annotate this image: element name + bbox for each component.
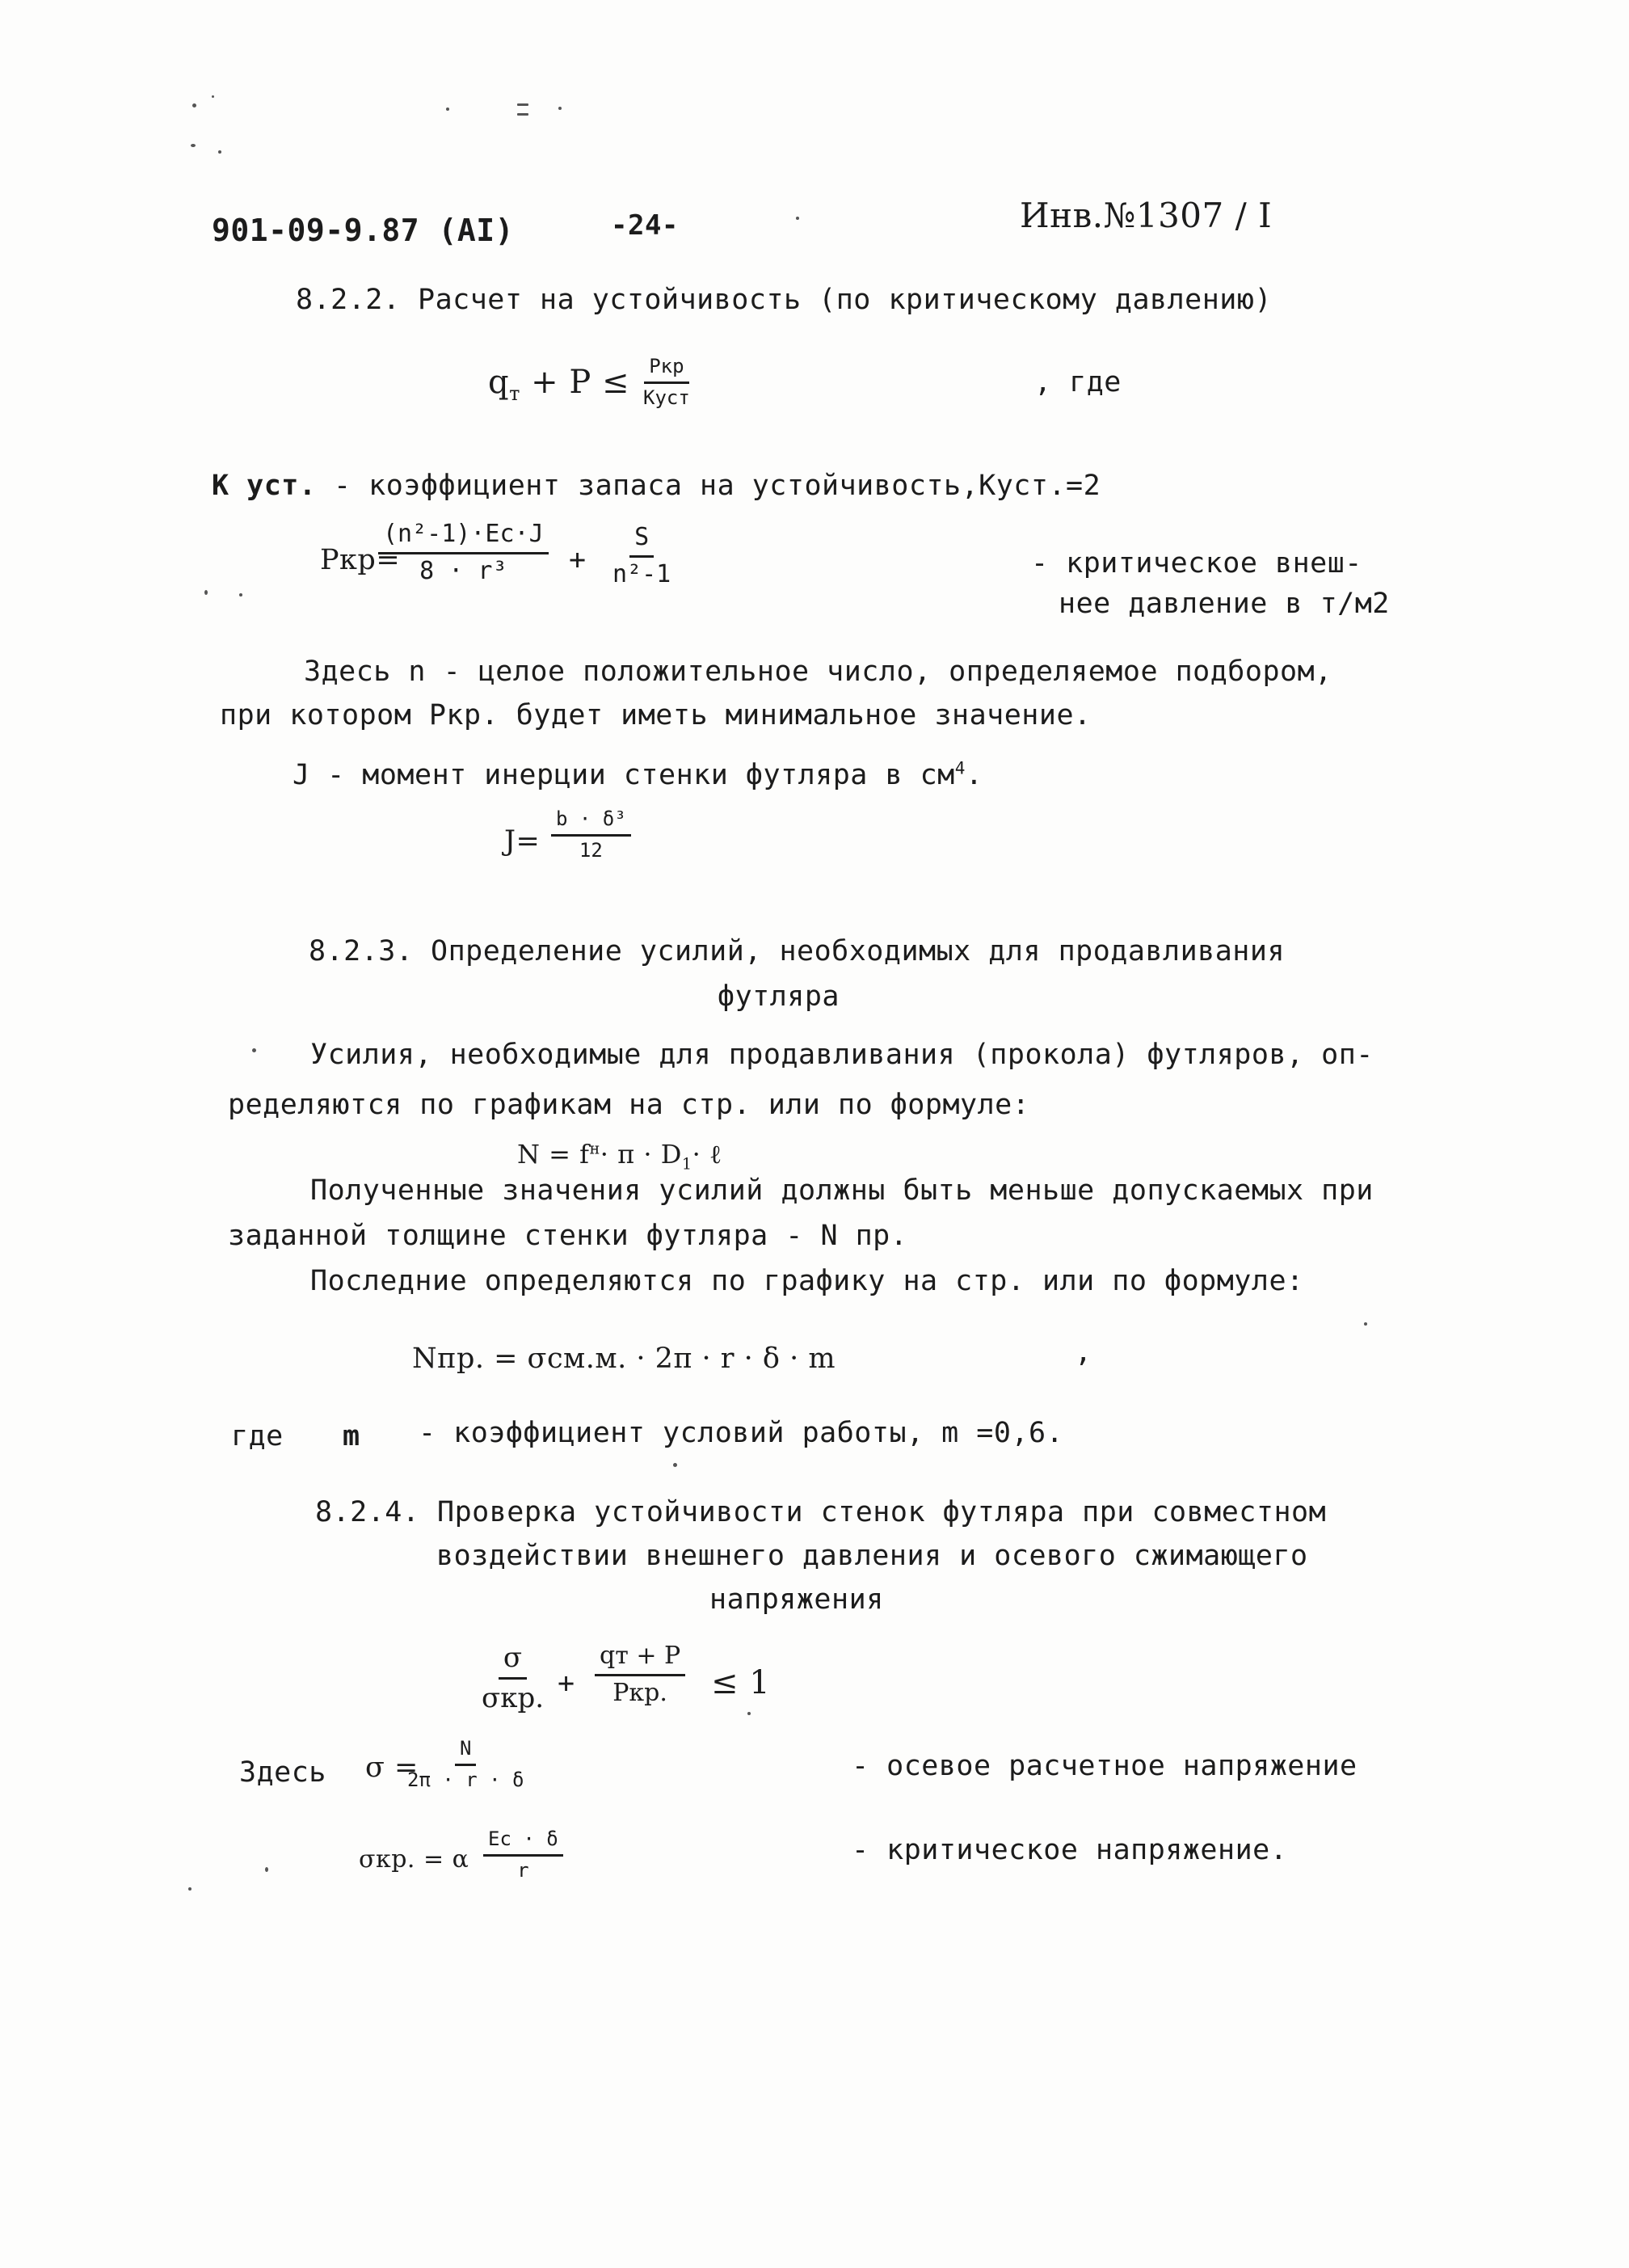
fraction-denominator: Куст (643, 386, 690, 409)
paragraph-1-line-1: Усилия, необходимые для продавливания (прокола) футляров, оп- (310, 1039, 1374, 1071)
kust-text: - коэффициент запаса на устойчивость,Куст.=2 (316, 470, 1101, 502)
stability-condition (488, 364, 629, 405)
section-8-2-3-heading-line-2: футляра (718, 980, 840, 1013)
j-end: . (965, 759, 983, 791)
scan-speck (747, 1712, 751, 1715)
n-definition-line-2: при котором Ркр. будет иметь минимальное значение. (220, 699, 1092, 731)
fraction-numerator: N (455, 1738, 476, 1766)
section-8-2-3-heading-line-1: 8.2.3. Определение усилий, необходимых для продавливания (309, 935, 1286, 967)
formula-sup: н (589, 1139, 600, 1158)
sigma-critical-description: - критическое напряжение. (852, 1834, 1288, 1866)
load-q: q (488, 364, 510, 401)
sigma-lhs: σ = (365, 1752, 419, 1784)
j-fraction (551, 808, 631, 862)
kust-definition (212, 472, 1101, 500)
fraction-denominator: 2π · r · δ (407, 1768, 524, 1791)
fraction-numerator: S (629, 524, 654, 558)
j-text: J - момент инерции стенки футляра в см (293, 759, 955, 791)
fraction-numerator: qт + P (595, 1642, 685, 1676)
load-q-sub: т (509, 382, 520, 405)
m-definition: - коэффициент условий работы, m =0,6. (419, 1417, 1064, 1449)
formula-lhs: N = f (517, 1139, 590, 1170)
scan-speck (796, 217, 799, 220)
fraction-denominator: 12 (579, 838, 603, 862)
scan-speck (188, 1887, 192, 1891)
force-formula (517, 1139, 722, 1174)
allowable-force-formula: Nпр. = σсм.м. · 2π · r · δ · m (412, 1343, 836, 1375)
scan-speck (558, 107, 562, 110)
pkr-fraction-2 (608, 524, 676, 588)
combined-rhs: ≤ 1 (711, 1664, 771, 1701)
scan-speck (517, 113, 528, 116)
scan-speck (212, 95, 214, 98)
sigma-fraction (402, 1738, 529, 1791)
pkr-lhs: Ркр= (320, 544, 401, 576)
scan-speck (239, 593, 242, 597)
fraction-denominator: 8 · r³ (419, 556, 507, 585)
fraction-numerator: Pкр (644, 356, 688, 384)
n-definition-line-1: Здесь n - целое положительное число, определяемое подбором, (304, 656, 1332, 688)
sigma-critical-lhs: σкр. = α (359, 1845, 469, 1874)
combined-fraction-1 (477, 1642, 549, 1714)
paragraph-2-line-3: Последние определяются по графику на стр. или по формуле: (310, 1265, 1304, 1297)
condition-where: , где (1034, 366, 1122, 398)
pkr-description-line-1: - критическое внеш- (1031, 547, 1362, 580)
document-code: 901-09-9.87 (АI) (212, 213, 515, 248)
pkr-plus: + (569, 544, 587, 576)
formula-sub: 1 (681, 1154, 692, 1174)
pkr-over-kust (638, 356, 695, 409)
m-where: где (231, 1420, 284, 1452)
fraction-numerator: Eс · δ (483, 1828, 563, 1857)
j-lhs: J= (504, 825, 541, 858)
kust-term: К уст. (212, 470, 317, 502)
m-symbol: m (343, 1420, 360, 1452)
inventory-number: Инв.№1307 / I (1020, 196, 1273, 235)
sigma-where: Здесь (239, 1756, 326, 1789)
scan-speck (1364, 1322, 1367, 1326)
fraction-denominator: σкр. (482, 1682, 545, 1715)
page-number: -24- (611, 209, 679, 242)
combined-fraction-2 (595, 1642, 685, 1707)
section-8-2-4-heading-line-1: 8.2.4. Проверка устойчивости стенок футляра при совместном (315, 1496, 1327, 1528)
fraction-denominator: r (517, 1858, 529, 1882)
j-definition (293, 758, 983, 791)
paragraph-1-line-2: ределяются по графикам на стр. или по формуле: (228, 1089, 1030, 1121)
formula-comma: , (1075, 1336, 1092, 1368)
pkr-fraction-1 (378, 521, 549, 585)
sigma-description: - осевое расчетное напряжение (852, 1750, 1358, 1782)
fraction-denominator: Pкр. (612, 1678, 667, 1707)
scan-speck (517, 103, 528, 106)
scan-speck (252, 1048, 256, 1052)
formula-end: · ℓ (692, 1139, 722, 1170)
scan-speck (673, 1463, 677, 1467)
fraction-numerator: σ (499, 1642, 527, 1680)
scan-speck (446, 107, 449, 111)
combined-plus: + (558, 1667, 575, 1700)
scan-speck (191, 144, 196, 147)
pkr-description-line-2: нее давление в т/м2 (1059, 588, 1390, 620)
formula-mid: · π · D (600, 1139, 682, 1170)
section-8-2-2-heading: 8.2.2. Расчет на устойчивость (по критическому давлению) (296, 284, 1273, 316)
fraction-denominator: n²-1 (612, 559, 671, 588)
j-exponent: 4 (954, 758, 966, 778)
section-8-2-4-heading-line-3: напряжения (709, 1583, 884, 1616)
scan-speck (218, 150, 221, 154)
condition-mid: + P ≤ (531, 364, 629, 401)
paragraph-2-line-2: заданной толщине стенки футляра - N пр. (228, 1220, 908, 1252)
fraction-numerator: (n²-1)·Eс·J (378, 521, 549, 554)
section-8-2-4-heading-line-2: воздействии внешнего давления и осевого сжимающего (436, 1540, 1308, 1572)
paragraph-2-line-1: Полученные значения усилий должны быть меньше допускаемых при (310, 1174, 1374, 1207)
sigma-critical-fraction (483, 1828, 563, 1882)
scan-speck (192, 103, 196, 107)
scan-speck (265, 1867, 268, 1872)
scan-speck (204, 590, 208, 595)
fraction-numerator: b · δ³ (551, 808, 631, 837)
